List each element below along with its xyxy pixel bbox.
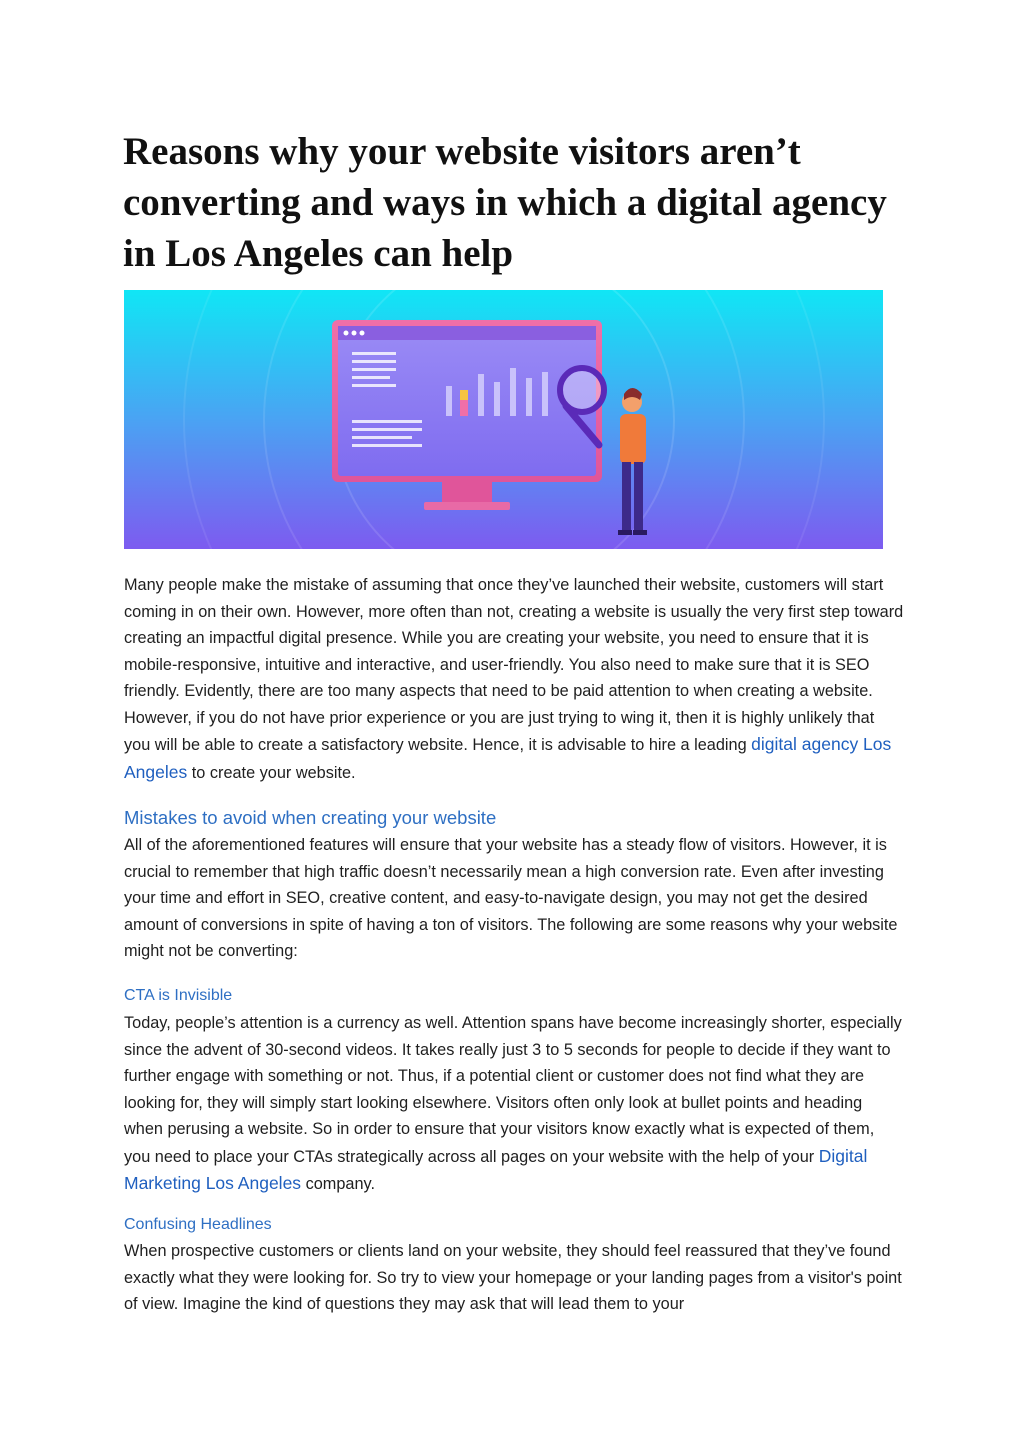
hero-image	[124, 290, 883, 549]
intro-paragraph	[124, 572, 904, 786]
digital-agency-link[interactable]: digital agency Los Angeles	[124, 734, 892, 782]
website-analytics-icon	[124, 290, 883, 549]
intro-text: Many people make the mistake of assuming that once they’ve launched their website, customers will start coming in on their own. However, more often than not, creating a website is usually the very first step toward creating an impactful digital presence. While you are creating your website, you need to ensure that it is mobile-responsive, intuitive and interactive, and user-friendly. You also need to make sure that it is SEO friendly. Evidently, there are too many aspects that need to be paid attention to when creating a website. However, if you do not have prior experience or you are just trying to wing it, then it is highly unlikely that you will be able to create a satisfactory website. Hence, it is advisable to hire a leading	[124, 576, 904, 754]
digital-marketing-link[interactable]: Digital Marketing Los Angeles	[124, 1145, 868, 1193]
page-title: Reasons why your website visitors aren’t converting and ways in which a digital agency in Los Angeles can help	[123, 130, 887, 275]
section-heading-mistakes: Mistakes to avoid when creating your website	[124, 807, 497, 828]
cta-text: Today, people’s attention is a currency as well. Attention spans have become increasingly shorter, especially since the advent of 30-second videos. It takes really just 3 to 5 seconds for people to decide if they want to further engage with something or not. Thus, if a potential client or customer does not find what they are looking for, they will simply start looking elsewhere. Visitors often only look at bullet points and heading when perusing a website. So in order to ensure that your visitors know exactly what is expected of them, you need to place your CTAs strategically across all pages on your website with the help of your	[124, 1014, 902, 1166]
cta-text-after: company.	[305, 1175, 375, 1193]
cta-paragraph	[124, 1010, 904, 1198]
headlines-paragraph: When prospective customers or clients land on your website, they should feel reassured that they’ve found exactly what they were looking for. So try to view your homepage or your landing pages from a visitor's point of view. Imagine the kind of questions they may ask that will lead them to your	[124, 1242, 902, 1313]
section-heading-headlines: Confusing Headlines	[124, 1216, 272, 1233]
mistakes-paragraph: All of the aforementioned features will ensure that your website has a steady flow of visitors. However, it is crucial to remember that high traffic doesn’t necessarily mean a high conversion rate. Even after investing your time and effort in SEO, creative content, and easy-to-navigate design, you may not get the desired amount of conversions in spite of having a ton of visitors. The following are some reasons why your website might not be converting:	[124, 836, 898, 960]
section-heading-cta: CTA is Invisible	[124, 987, 233, 1004]
intro-text-after: to create your website.	[191, 763, 356, 782]
